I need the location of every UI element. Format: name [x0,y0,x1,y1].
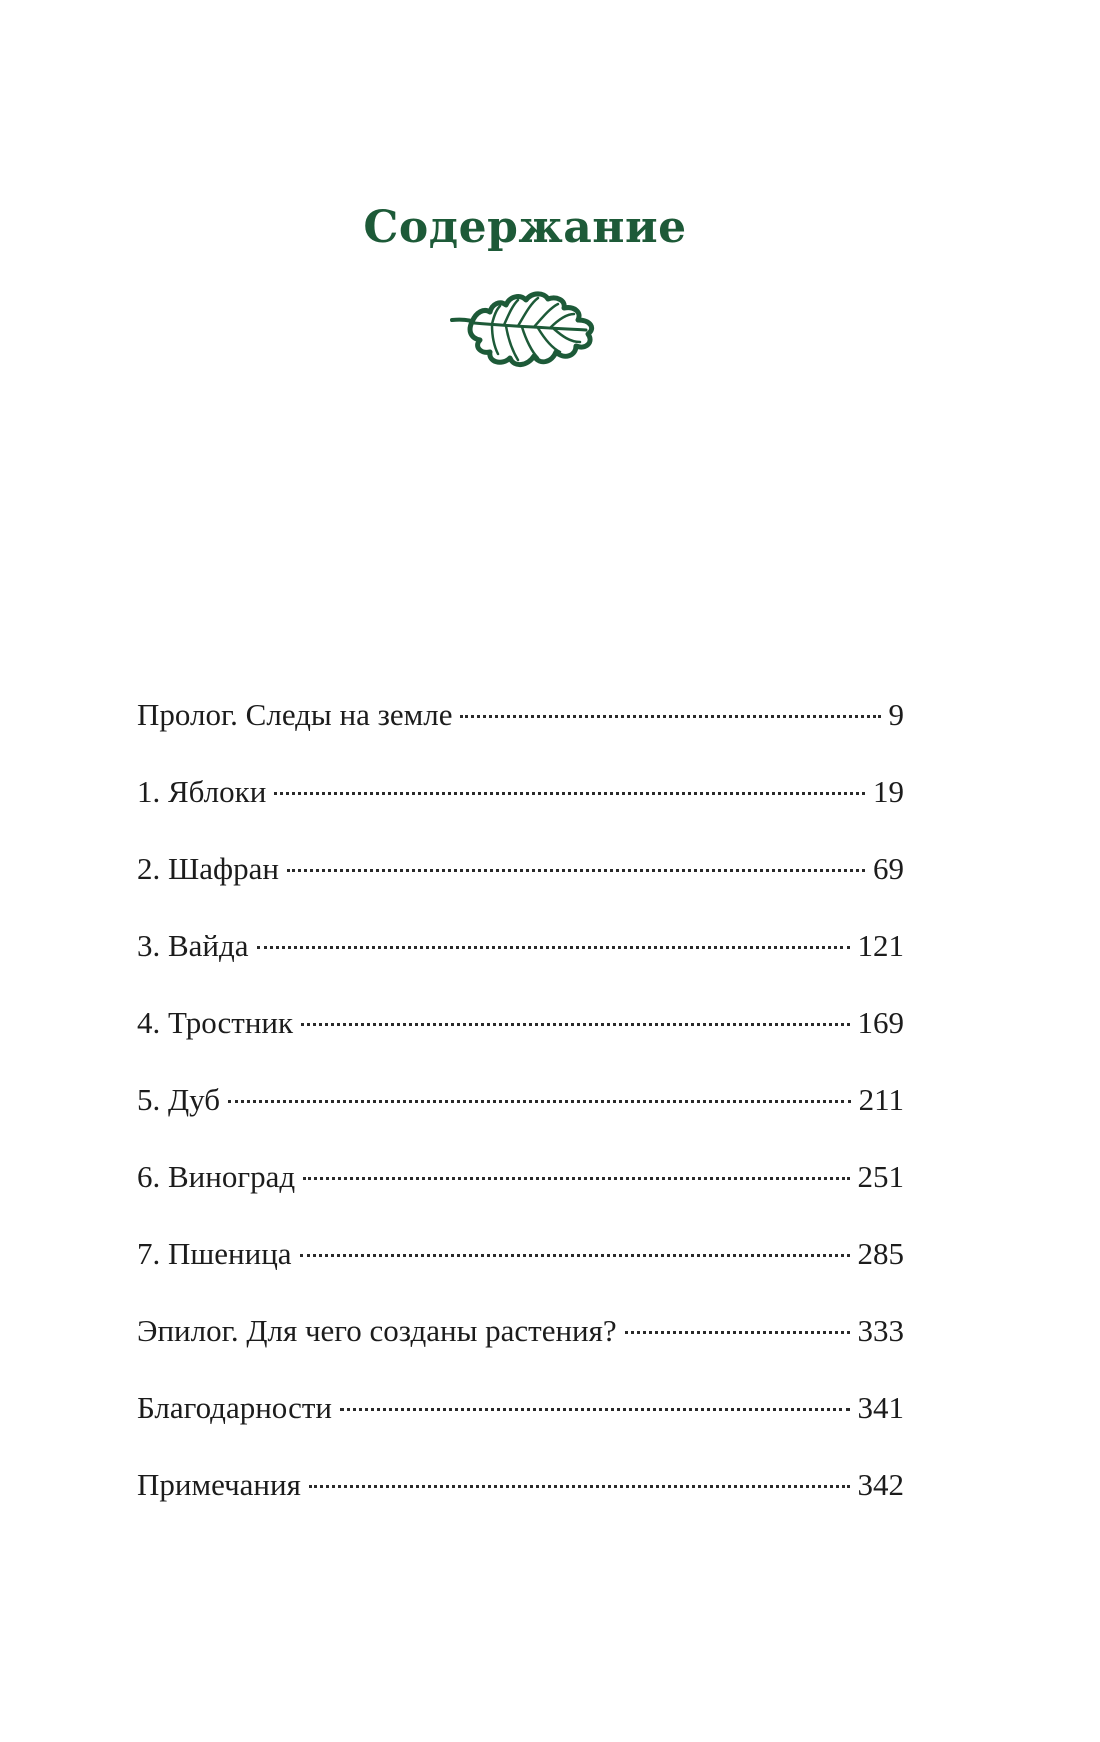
toc-entry-prologue[interactable] [137,695,904,772]
toc-page-number: 341 [857,1390,904,1425]
toc-page-number: 251 [857,1159,904,1194]
toc-entry-title: Примечания [137,1467,301,1502]
toc-page-number: 121 [857,928,904,963]
toc-page-number: 342 [857,1467,904,1502]
page-title: Содержание [363,202,687,253]
toc-page-number: 285 [857,1236,904,1271]
toc-page-number: 333 [857,1313,904,1348]
toc-entry-acknowledgements[interactable] [137,1388,904,1465]
toc-entry-chapter-2[interactable] [137,849,904,926]
toc-entry-title: 2. Шафран [137,851,279,886]
toc-page-number: 19 [873,774,904,809]
toc-entry-epilogue[interactable] [137,1311,904,1388]
toc-dot-leader [460,715,880,718]
toc-entry-title: 5. Дуб [137,1082,221,1117]
toc-entry-title: 6. Виноград [137,1159,296,1194]
toc-entry-chapter-6[interactable] [137,1157,904,1234]
toc-dot-leader [300,1254,850,1257]
toc-dot-leader [257,946,850,949]
toc-entry-title: Благодарности [137,1390,332,1425]
toc-dot-leader [625,1331,850,1334]
toc-dot-leader [303,1177,849,1180]
toc-dot-leader [228,1100,851,1103]
toc-dot-leader [274,792,865,795]
table-of-contents [137,695,904,1542]
toc-entry-chapter-4[interactable] [137,1003,904,1080]
toc-entry-chapter-3[interactable] [137,926,904,1003]
oak-leaf-icon [448,290,600,370]
toc-entry-title: 4. Тростник [137,1005,294,1040]
toc-entry-chapter-7[interactable] [137,1234,904,1311]
toc-page-number: 69 [873,851,904,886]
toc-entry-notes[interactable] [137,1465,904,1542]
toc-entry-chapter-5[interactable] [137,1080,904,1157]
toc-entry-title: Пролог. Следы на земле [137,697,453,732]
toc-entry-title: 1. Яблоки [137,774,267,809]
toc-page-number: 169 [857,1005,904,1040]
toc-dot-leader [301,1023,849,1026]
toc-entry-title: Эпилог. Для чего созданы растения? [137,1313,617,1348]
toc-dot-leader [340,1408,850,1411]
toc-dot-leader [309,1485,850,1488]
toc-entry-title: 3. Вайда [137,928,249,963]
toc-page-number: 211 [858,1082,904,1117]
toc-entry-chapter-1[interactable] [137,772,904,849]
toc-page-number: 9 [888,697,904,732]
toc-entry-title: 7. Пшеница [137,1236,292,1271]
toc-dot-leader [287,869,865,872]
